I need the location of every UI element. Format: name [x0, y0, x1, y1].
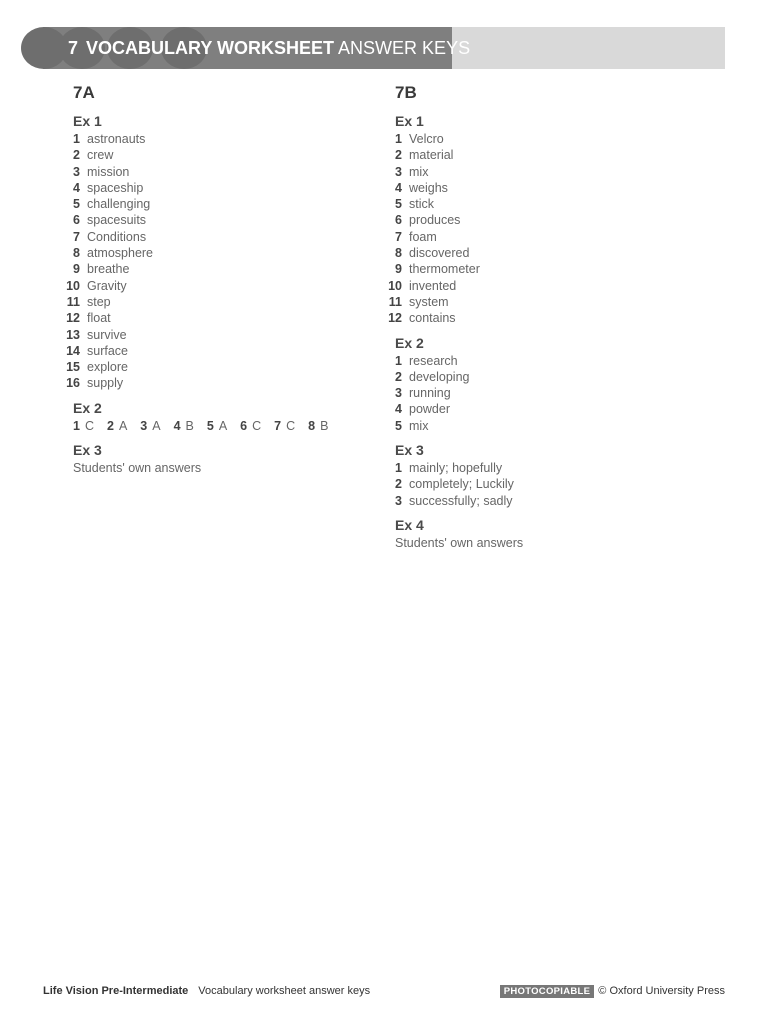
item-answer: challenging [87, 197, 151, 212]
copyright: © Oxford University Press [598, 985, 725, 997]
header-title-bar [43, 27, 471, 69]
item-number: 5 [395, 197, 402, 212]
item-answer: thermometer [409, 262, 480, 277]
item-answer: mission [87, 164, 130, 179]
item-number: 4 [395, 180, 402, 195]
item-number: 6 [73, 213, 80, 228]
list-item [395, 196, 695, 212]
title-regular: ANSWER KEYS [338, 38, 471, 58]
item-number: 8 [395, 246, 402, 261]
list-item [395, 476, 695, 492]
item-answer: foam [409, 229, 437, 244]
item-answer: running [409, 386, 451, 401]
item-answer: spaceship [87, 180, 144, 195]
list-item [388, 310, 695, 326]
item-answer: research [409, 353, 458, 368]
list-item [73, 261, 373, 277]
list-item [66, 359, 373, 375]
item-answer: B [185, 418, 194, 433]
list-item [395, 212, 695, 228]
item-number: 3 [395, 386, 402, 401]
list-item [66, 310, 373, 326]
exercise-heading: Ex 2 [73, 399, 102, 416]
list-item [66, 294, 373, 310]
list-item [388, 278, 695, 294]
item-number: 3 [140, 418, 148, 433]
item-answer: supply [87, 376, 124, 391]
item-number: 1 [73, 132, 80, 146]
exercise-heading: Ex 1 [73, 113, 102, 129]
item-answer: A [118, 418, 128, 433]
item-answer: successfully; sadly [409, 493, 513, 508]
list-item [66, 375, 373, 391]
item-number: 15 [66, 360, 80, 375]
item-answer: C [286, 418, 296, 433]
item-answer: invented [409, 278, 457, 293]
list-item [73, 212, 373, 228]
item-number: 2 [106, 418, 114, 433]
list-item [395, 401, 695, 417]
item-answer: stick [409, 197, 434, 212]
item-number: 13 [66, 327, 80, 342]
answer-list [66, 131, 373, 392]
column-7b [388, 80, 695, 551]
item-answer: C [252, 418, 262, 433]
list-item [66, 343, 373, 359]
unit-number: 7 [68, 38, 79, 58]
item-answer: mix [409, 418, 429, 433]
item-answer: Conditions [87, 229, 147, 244]
item-answer: atmosphere [87, 246, 154, 261]
item-answer: Velcro [409, 132, 444, 146]
list-item [395, 229, 695, 245]
list-item [66, 278, 373, 294]
list-item [66, 327, 373, 343]
photocopiable-badge: PHOTOCOPIABLE [500, 985, 595, 998]
item-number: 5 [73, 197, 80, 212]
item-number: 7 [395, 229, 402, 244]
list-item [395, 147, 695, 163]
item-answer: contains [409, 311, 456, 326]
item-number: 11 [388, 294, 402, 309]
item-answer: A [152, 418, 161, 433]
item-answer: survive [87, 327, 127, 342]
unit-title: 7B [395, 83, 417, 102]
item-answer: developing [409, 369, 470, 384]
item-number: 2 [395, 477, 402, 492]
page-header [43, 27, 725, 69]
item-number: 10 [66, 278, 80, 293]
item-answer: step [87, 294, 111, 309]
item-number: 3 [73, 164, 80, 179]
column-7a [66, 80, 373, 476]
item-number: 12 [388, 311, 402, 326]
section-title: Vocabulary worksheet answer keys [198, 985, 371, 997]
item-number: 12 [66, 311, 80, 326]
item-number: 2 [395, 148, 402, 163]
inline-answer [73, 419, 94, 433]
item-number: 5 [206, 418, 214, 433]
list-item [395, 180, 695, 196]
item-number: 5 [395, 418, 402, 433]
list-item [395, 493, 695, 509]
list-item [395, 418, 695, 434]
inline-answer [174, 419, 194, 433]
item-answer: mix [409, 164, 429, 179]
item-number: 7 [73, 229, 80, 244]
item-answer: A [218, 418, 228, 433]
item-number: 9 [73, 262, 80, 277]
item-number: 2 [395, 369, 402, 384]
item-answer: produces [409, 213, 461, 228]
book-title: Life Vision Pre-Intermediate [43, 985, 189, 997]
item-answer: powder [409, 402, 450, 417]
exercise-heading: Ex 1 [395, 113, 424, 129]
inline-answer [140, 419, 160, 433]
exercise-heading: Ex 3 [395, 442, 424, 459]
item-answer: discovered [409, 246, 470, 261]
item-answer: surface [87, 343, 128, 358]
exercise-heading: Ex 4 [395, 516, 424, 533]
item-number: 10 [388, 278, 402, 293]
item-answer: spacesuits [87, 213, 147, 228]
item-answer: material [409, 148, 454, 163]
list-item [395, 245, 695, 261]
list-item [395, 385, 695, 401]
item-answer: mainly; hopefully [409, 461, 503, 476]
list-item [395, 131, 695, 147]
free-answer: Students' own answers [395, 535, 524, 550]
item-answer: crew [87, 148, 114, 163]
list-item [73, 245, 373, 261]
item-number: 4 [395, 402, 402, 417]
item-answer: weighs [409, 180, 448, 195]
item-number: 14 [66, 343, 80, 358]
inline-answer [274, 419, 295, 433]
list-item [395, 353, 695, 369]
item-number: 7 [274, 418, 282, 433]
list-item [73, 164, 373, 180]
item-number: 1 [73, 418, 80, 433]
answer-list [395, 353, 695, 434]
page-title [68, 27, 470, 69]
item-answer: B [320, 418, 329, 433]
item-number: 1 [395, 132, 402, 146]
item-number: 4 [173, 418, 181, 433]
list-item [73, 180, 373, 196]
free-answer: Students' own answers [73, 460, 202, 475]
item-answer: Gravity [87, 278, 127, 293]
item-number: 9 [395, 262, 402, 277]
item-number: 3 [395, 164, 402, 179]
list-item [73, 196, 373, 212]
list-item [73, 131, 373, 147]
answer-list [388, 131, 695, 327]
list-item [395, 460, 695, 476]
item-answer: breathe [87, 262, 130, 277]
title-bold: VOCABULARY WORKSHEET [86, 38, 335, 58]
item-number: 4 [73, 180, 80, 195]
item-number: 1 [395, 353, 402, 368]
item-number: 6 [240, 418, 248, 433]
inline-answer [107, 419, 127, 433]
item-number: 8 [308, 418, 316, 433]
item-answer: completely; Luckily [409, 477, 514, 492]
item-answer: astronauts [87, 132, 146, 146]
list-item [395, 261, 695, 277]
item-number: 16 [66, 376, 80, 391]
answer-list [395, 460, 695, 509]
item-number: 8 [73, 246, 80, 261]
list-item [395, 369, 695, 385]
inline-answer-list [73, 418, 373, 434]
item-answer: system [409, 294, 449, 309]
inline-answer [308, 419, 328, 433]
list-item [395, 164, 695, 180]
list-item [388, 294, 695, 310]
exercise-heading: Ex 3 [73, 441, 102, 458]
item-number: 2 [73, 148, 80, 163]
item-number: 6 [395, 213, 402, 228]
item-number: 11 [66, 294, 80, 309]
item-answer: C [84, 418, 94, 433]
item-answer: float [87, 311, 111, 326]
exercise-heading: Ex 2 [395, 334, 424, 351]
inline-answer [240, 419, 261, 433]
list-item [73, 147, 373, 163]
page-footer [43, 985, 725, 1001]
item-number: 3 [395, 493, 402, 508]
list-item [73, 229, 373, 245]
inline-answer [207, 419, 227, 433]
unit-title: 7A [73, 83, 95, 102]
item-number: 1 [395, 461, 402, 476]
item-answer: explore [87, 360, 128, 375]
